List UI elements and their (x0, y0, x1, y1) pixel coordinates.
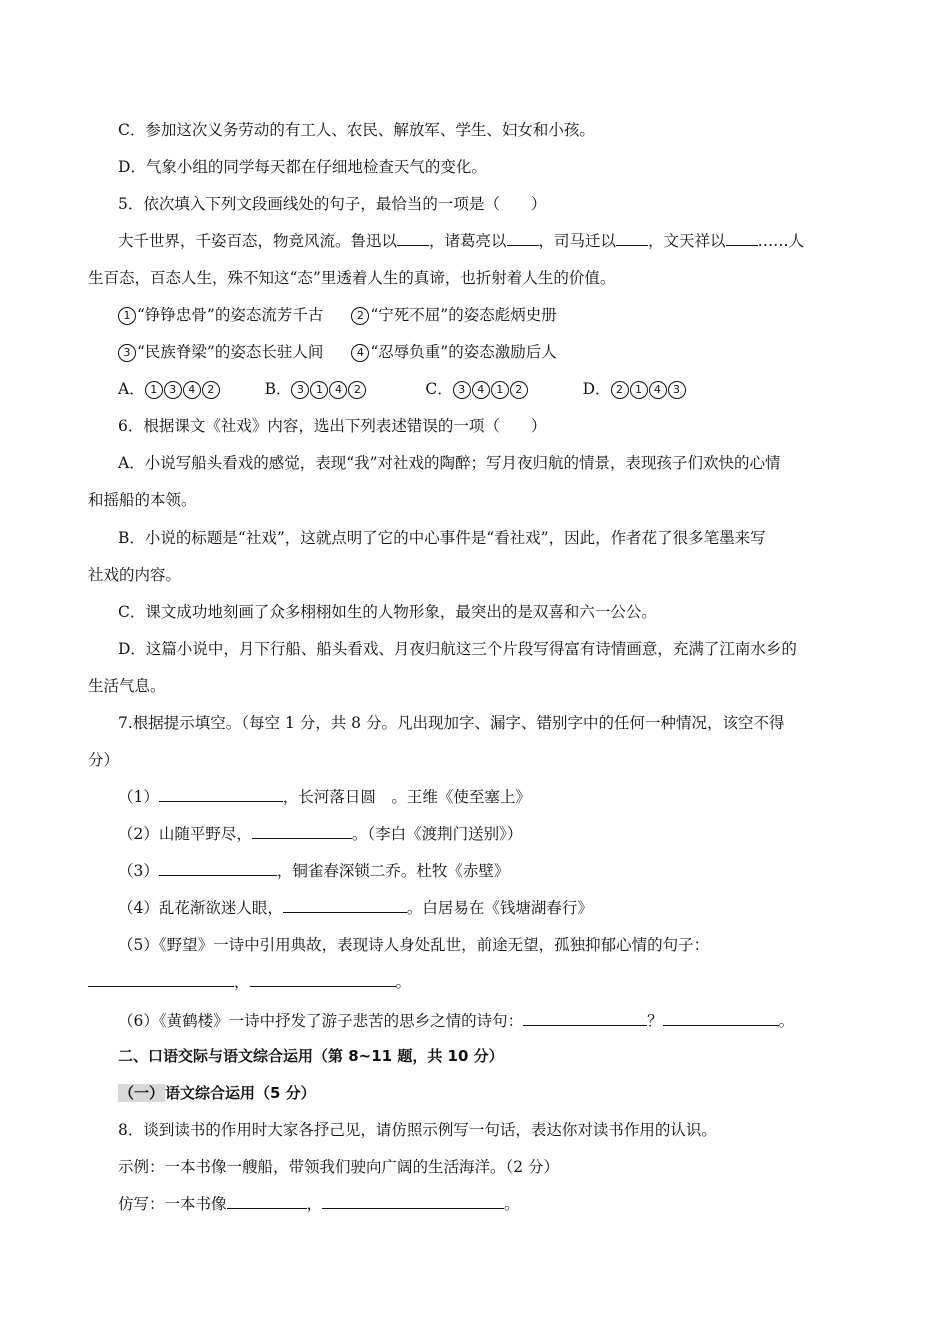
fill-blank (322, 1194, 504, 1209)
fill-blank (663, 1011, 779, 1026)
q5-sentence: “民族脊梁”的姿态长驻人间 (137, 343, 324, 361)
circled-number: 2 (611, 381, 629, 399)
q6-stem: 6．根据课文《社戏》内容，选出下列表述错误的一项（ ） (118, 417, 547, 435)
q5-passage-text: ，文天祥以 (648, 232, 726, 250)
q6-option-c: C．课文成功地刻画了众多栩栩如生的人物形象，最突出的是双喜和六一公公。 (118, 603, 657, 621)
q5-passage-line-2: 生百态，百态人生，殊不知这“态”里透着人生的真谛，也折射着人生的价值。 (88, 269, 616, 287)
q7-item-text: 。 (778, 1012, 795, 1030)
q8-imitate (118, 1194, 520, 1214)
q7-item-6 (118, 1011, 794, 1031)
q7-item-text: （2）山随平野尽， (118, 825, 252, 843)
q5-passage-text: 大千世界，千姿百态，物竞风流。鲁迅以 (118, 232, 398, 250)
circled-number: 3 (668, 381, 686, 399)
q7-item-2 (118, 824, 522, 844)
choice-b-label: B． (264, 380, 292, 398)
q7-item-1 (118, 787, 531, 807)
q5-passage-text: ……人 (757, 232, 805, 250)
fill-blank (507, 231, 539, 246)
q7-item-text: ， (234, 973, 250, 991)
fill-blank (159, 861, 277, 876)
q5-sentences-row-1 (118, 305, 557, 325)
circled-number: 4 (351, 344, 369, 362)
circled-number: 4 (472, 381, 490, 399)
circled-number: 2 (510, 381, 528, 399)
subheading-text: 语文综合运用（5 分） (165, 1084, 316, 1102)
circled-number: 4 (329, 381, 347, 399)
q6-option-d-line-1: D．这篇小说中，月下行船、船头看戏、月夜归航这三个片段写得富有诗情画意，充满了江南水乡的 (118, 640, 797, 658)
q4-option-d: D．气象小组的同学每天都在仔细地检查天气的变化。 (118, 158, 487, 176)
q7-item-text: 。 (395, 973, 412, 991)
circled-number: 3 (291, 381, 309, 399)
q5-choices (118, 379, 687, 399)
q7-item-text: 。（李白《渡荆门送别》） (351, 825, 523, 843)
circled-number: 3 (118, 344, 136, 362)
choice-c-label: C． (425, 380, 453, 398)
circled-number: 1 (310, 381, 328, 399)
circled-number: 2 (348, 381, 366, 399)
q4-option-c: C．参加这次义务劳动的有工人、农民、解放军、学生、妇女和小孩。 (118, 121, 595, 139)
q7-item-text: （4）乱花渐欲迷人眼， (118, 899, 283, 917)
q7-item-3 (118, 861, 509, 881)
q7-item-text: ？ (647, 1012, 663, 1030)
circled-number: 3 (164, 381, 182, 399)
q7-item-text: （6）《黄鹤楼》一诗中抒发了游子悲苦的思乡之情的诗句： (118, 1012, 524, 1030)
q6-option-d-line-2: 生活气息。 (88, 677, 166, 695)
section-2-subheading (118, 1083, 316, 1103)
fill-blank (250, 972, 396, 987)
q7-stem-line-2: 分） (88, 751, 120, 769)
q7-item-text: ，长河落日圆 。王维《使至塞上》 (282, 788, 531, 806)
circled-number: 1 (118, 307, 136, 325)
q7-item-5: （5）《野望》一诗中引用典故，表现诗人身处乱世，前途无望，孤独抑郁心情的句子： (118, 936, 710, 954)
q7-item-4 (118, 898, 593, 918)
circled-number: 2 (351, 307, 369, 325)
fill-blank (397, 231, 429, 246)
q5-sentence: “铮铮忠骨”的姿态流芳千古 (137, 306, 324, 324)
choice-a-label: A． (118, 380, 145, 398)
fill-blank (159, 787, 283, 802)
q6-option-b-line-2: 社戏的内容。 (88, 566, 182, 584)
q5-sentence: “忍辱负重”的姿态激励后人 (370, 343, 557, 361)
q8-example: 示例：一本书像一艘船，带领我们驶向广阔的生活海洋。（2 分） (118, 1158, 560, 1176)
q5-sentence: “宁死不屈”的姿态彪炳史册 (370, 306, 557, 324)
fill-blank (726, 231, 758, 246)
circled-number: 3 (453, 381, 471, 399)
fill-blank (252, 824, 352, 839)
fill-blank (227, 1194, 307, 1209)
fill-blank (523, 1011, 647, 1026)
q7-item-text: 。白居易在《钱塘湖春行》 (406, 899, 593, 917)
q7-item-text: ，铜雀春深锁二乔。杜牧《赤壁》 (276, 862, 510, 880)
q8-imitate-text: 仿写：一本书像 (118, 1195, 227, 1213)
q7-stem-line-1: 7.根据提示填空。（每空 1 分，共 8 分。凡出现加字、漏字、错别字中的任何一种情况，该空不得 (118, 714, 785, 732)
q5-stem: 5．依次填入下列文段画线处的句子，最恰当的一项是（ ） (118, 195, 547, 213)
q8-imitate-text: ， (306, 1195, 323, 1213)
circled-number: 4 (649, 381, 667, 399)
circled-number: 1 (630, 381, 648, 399)
circled-number: 1 (145, 381, 163, 399)
subheading-highlight: （一） (119, 1084, 165, 1102)
q7-item-5-answer-line (88, 972, 411, 992)
circled-number: 1 (491, 381, 509, 399)
fill-blank (88, 972, 234, 987)
q6-option-a-line-2: 和摇船的本领。 (88, 491, 197, 509)
q5-passage-text: ，司马迁以 (538, 232, 617, 250)
fill-blank (283, 898, 407, 913)
q6-option-b-line-1: B．小说的标题是“社戏”，这就点明了它的中心事件是“看社戏”，因此，作者花了很多笔墨来写 (118, 529, 766, 547)
q7-item-text: （3） (118, 862, 159, 880)
section-2-heading: 二、口语交际与语文综合运用（第 8~11 题，共 10 分） (118, 1047, 504, 1065)
q7-item-text: （1） (118, 788, 159, 806)
circled-number: 2 (202, 381, 220, 399)
q5-passage-text: ，诸葛亮以 (429, 232, 507, 250)
circled-number: 4 (183, 381, 201, 399)
q5-passage-line-1 (118, 231, 804, 251)
q8-imitate-text: 。 (504, 1195, 520, 1213)
choice-d-label: D． (582, 380, 611, 398)
fill-blank (616, 231, 648, 246)
q6-option-a-line-1: A．小说写船头看戏的感觉，表现“我”对社戏的陶醉；写月夜归航的情景，表现孩子们欢快的心情 (118, 454, 781, 472)
q5-sentences-row-2 (118, 342, 557, 362)
q8-stem: 8．谈到读书的作用时大家各抒己见，请仿照示例写一句话，表达你对读书作用的认识。 (118, 1121, 717, 1139)
